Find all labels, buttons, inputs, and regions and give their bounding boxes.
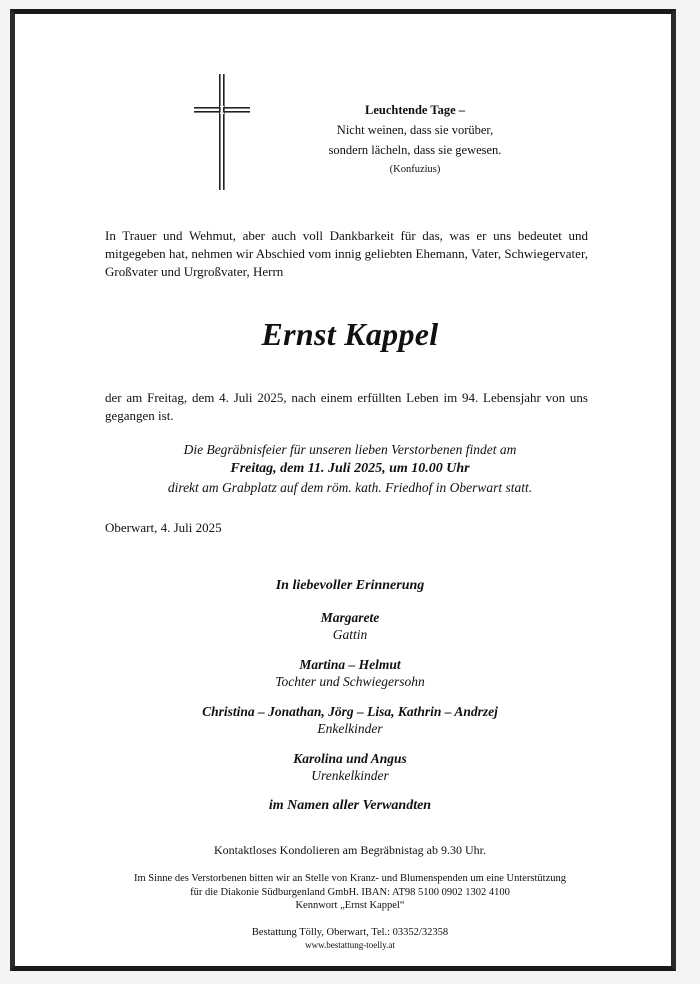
funeral-details <box>100 440 600 497</box>
funeral-line-3: direkt am Grabplatz auf dem röm. kath. Friedhof in Oberwart statt. <box>167 480 533 495</box>
mourners-footer: im Namen aller Verwandten <box>268 798 432 813</box>
mourner-group <box>0 609 700 643</box>
mourners-heading: In liebevoller Erinnerung <box>275 578 425 593</box>
death-notice: der am Freitag, dem 4. Juli 2025, nach einem erfüllten Leben im 94. Lebensjahr von uns gegangen ist. <box>105 390 588 423</box>
mourner-relation: Gattin <box>332 627 368 642</box>
motto-author: (Konfuzius) <box>389 164 441 175</box>
mourner-group <box>0 703 700 737</box>
funeral-date: Freitag, dem 11. Juli 2025, um 10.00 Uhr <box>230 461 470 476</box>
motto-quote <box>300 100 530 180</box>
funeral-line-1: Die Begräbnisfeier für unseren lieben Verstorbenen findet am <box>183 442 517 457</box>
mourner-names: Karolina und Angus <box>293 751 407 766</box>
motto-line-1: Nicht weinen, dass sie vorüber, <box>336 123 494 137</box>
donation-note <box>0 872 700 913</box>
motto-title: Leuchtende Tage – <box>364 103 465 117</box>
mourner-group <box>0 656 700 690</box>
cross-icon <box>190 72 254 192</box>
motto-line-2: sondern lächeln, dass sie gewesen. <box>328 143 502 157</box>
undertaker-line: Bestattung Tölly, Oberwart, Tel.: 03352/32358 <box>251 927 449 938</box>
mourners-list <box>0 577 700 815</box>
mourner-relation: Urenkelkinder <box>311 768 389 783</box>
undertaker-info <box>0 926 700 952</box>
mourner-names: Margarete <box>320 610 380 625</box>
deceased-name: Ernst Kappel <box>261 316 439 352</box>
mourner-group <box>0 750 700 784</box>
undertaker-website[interactable]: www.bestattung-toelly.at <box>305 940 395 950</box>
mourner-relation: Tochter und Schwiegersohn <box>275 674 425 689</box>
condolence-note: Kontaktloses Kondolieren am Begräbnistag ab 9.30 Uhr. <box>214 843 486 857</box>
donation-line-1: Im Sinne des Verstorbenen bitten wir an Stelle von Kranz- und Blumenspenden um eine Unterstützung <box>134 873 566 884</box>
intro-paragraph: In Trauer und Wehmut, aber auch voll Dankbarkeit für das, was er uns bedeutet und mitgegeben hat, nehmen wir Abschied vom innig geliebten Ehemann, Vater, Schwiegervater, Großvater und Urgroßvater, Herrn <box>105 228 588 279</box>
mourner-names: Martina – Helmut <box>299 657 401 672</box>
donation-line-2: für die Diakonie Südburgenland GmbH. IBAN: AT98 5100 0902 1302 4100 <box>190 886 510 898</box>
place-date: Oberwart, 4. Juli 2025 <box>105 520 222 535</box>
donation-line-3: Kennwort „Ernst Kappel“ <box>295 900 405 911</box>
mourner-relation: Enkelkinder <box>317 721 383 736</box>
mourner-names: Christina – Jonathan, Jörg – Lisa, Kathrin – Andrzej <box>202 704 498 719</box>
